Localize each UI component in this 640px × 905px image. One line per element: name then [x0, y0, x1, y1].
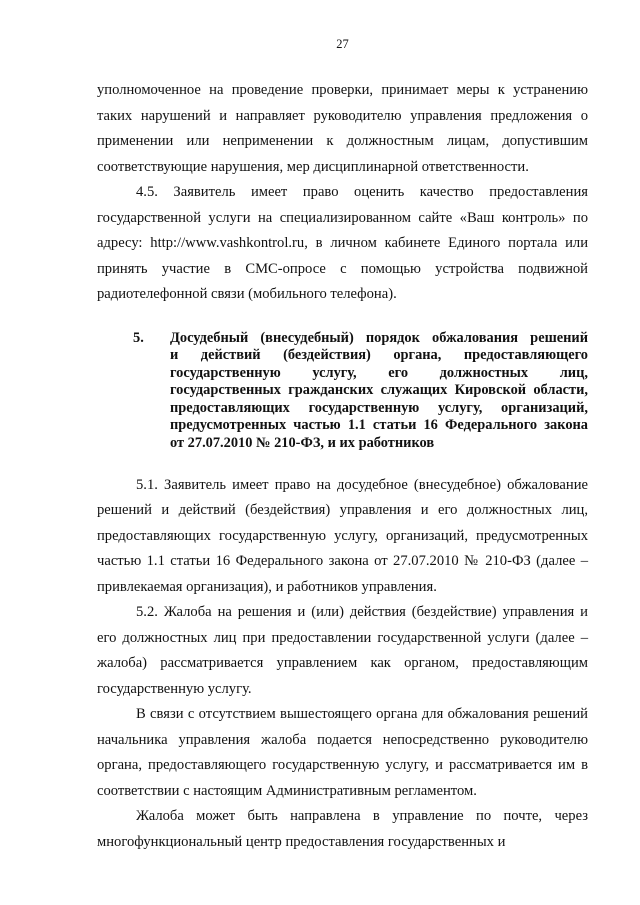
section-title-line: государственную услугу, его должностных лиц,	[170, 364, 588, 381]
section-number: 5.	[133, 329, 144, 346]
paragraph-no-superior-body: В связи с отсутствием вышестоящего органа для обжалования решений начальника управления жалоба подается непосредственно руководителю органа, предоставляющего государственную услугу, и рассматривается им в соответствии с настоящим Административным регламентом.	[97, 706, 588, 799]
section-title-line: предусмотренных частью 1.1 статьи 16 Федерального закона	[170, 417, 588, 434]
paragraph-continuation: уполномоченное на проведение проверки, принимает меры к устранению таких нарушений и направляет руководителю управления предложения о применении или неприменении к должностным лицам, допустившим соответствующие нарушения, мер дисциплинарной ответственности.	[97, 82, 588, 175]
paragraph-5-2: 5.2. Жалоба на решения и (или) действия (бездействие) управления и его должностных лиц при предоставлении государственной услуги (далее – жалоба) рассматривается управлением как органом, предоставляющим государственную услугу.	[97, 604, 588, 697]
paragraph-complaint-channels: Жалоба может быть направлена в управление по почте, через многофункциональный центр предоставления государственных и	[97, 808, 588, 850]
section-heading	[97, 330, 588, 453]
section-title	[170, 330, 588, 453]
section-title-line: предоставляющих государственную услугу, организаций,	[170, 399, 588, 416]
section-title-line: от 27.07.2010 № 210-ФЗ, и их работников	[170, 435, 435, 452]
section-title-line: государственных гражданских служащих Кировской области,	[170, 382, 588, 399]
section-title-line: Досудебный (внесудебный) порядок обжалования решений	[170, 329, 588, 346]
section-title-line: и действий (бездействия) органа, предоставляющего	[170, 347, 588, 364]
paragraph-4-5: 4.5. Заявитель имеет право оценить качество предоставления государственной услуги на специализированном сайте «Ваш контроль» по адресу: http://www.vashkontrol.ru, в личном кабинете Единого портала или принять участие в СМС-опросе с помощью устройства подвижной радиотелефонной связи (мобильного телефона).	[97, 184, 588, 302]
paragraph-5-1: 5.1. Заявитель имеет право на досудебное (внесудебное) обжалование решений и действий (бездействия) управления и его должностных лиц, предоставляющих государственную услугу, организаций, предусмотренных частью 1.1 статьи 16 Федерального закона от 27.07.2010 № 210-ФЗ (далее – привлекаемая организация), и работников управления.	[97, 476, 588, 595]
page-number: 27	[336, 37, 349, 51]
